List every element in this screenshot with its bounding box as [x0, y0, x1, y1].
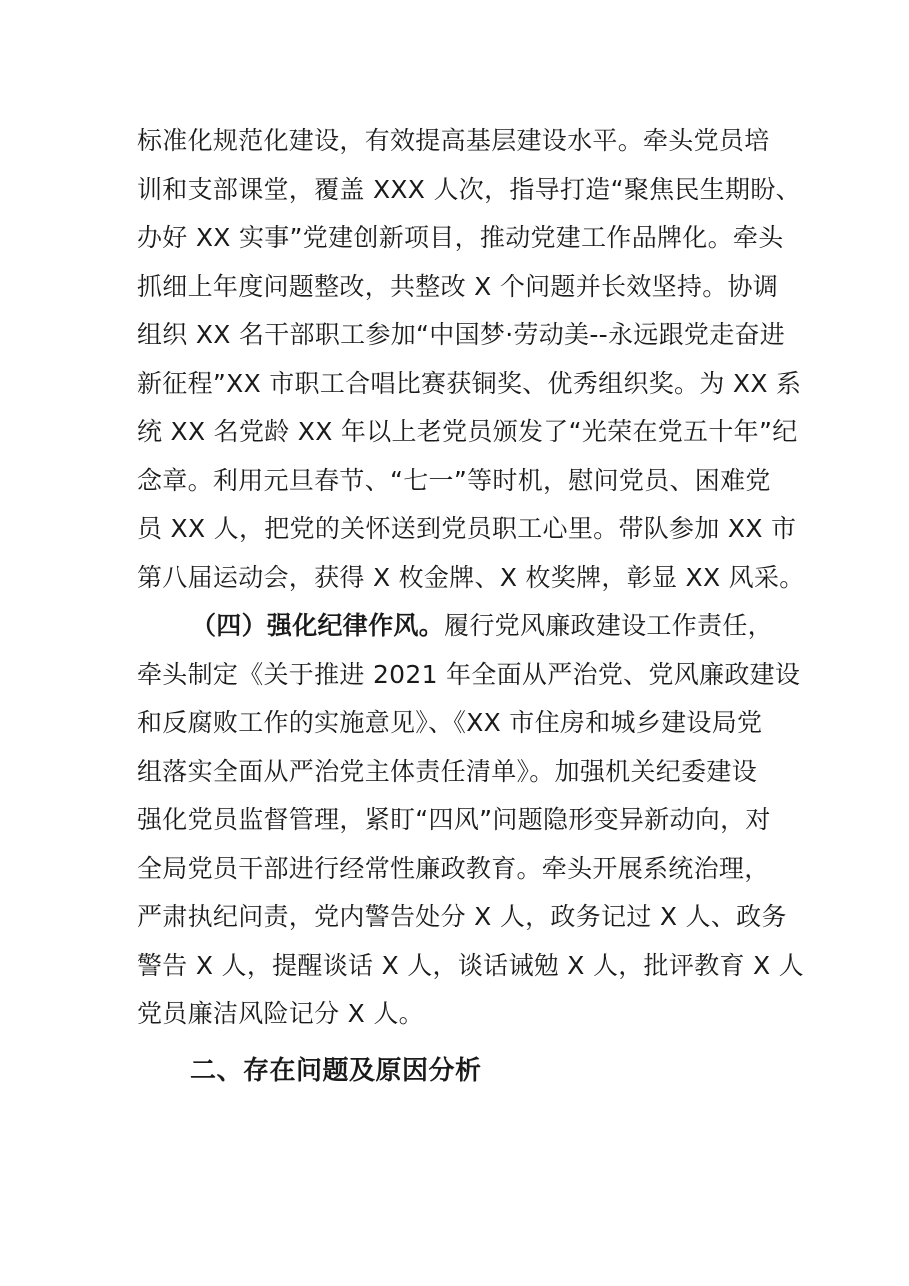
text-line: 标准化规范化建设，有效提高基层建设水平。牵头党员培: [137, 126, 770, 155]
text-line: 训和支部课堂，覆盖 XXX 人次，指导打造“聚焦民生期盼、: [137, 174, 801, 204]
text-line: 全局党员干部进行经常性廉政教育。牵头开展系统治理，: [137, 853, 770, 883]
text-line: 和反腐败工作的实施意见》、《XX 市住房和城乡建设局党: [137, 708, 763, 737]
section-4-first-line-text: 履行党风廉政建设工作责任，: [444, 611, 773, 640]
body-text: [137, 117, 805, 1039]
text-line: 第八届运动会，获得 X 枚金牌、X 枚奖牌，彰显 XX 风采。: [137, 562, 805, 592]
text-line: 牵头制定《关于推进 2021 年全面从严治党、党风廉政建设: [137, 659, 801, 689]
text-line: 党员廉洁风险记分 X 人。: [137, 999, 424, 1028]
section-4-heading: （四）强化纪律作风。: [191, 611, 445, 640]
text-line: 新征程”XX 市职工合唱比赛获铜奖、优秀组织奖。为 XX 系: [137, 368, 802, 398]
text-line: 强化党员监督管理，紧盯“四风”问题隐形变异新动向，对: [137, 805, 771, 834]
text-line: 员 XX 人，把党的关怀送到党员职工心里。带队参加 XX 市: [137, 514, 797, 543]
text-line: 统 XX 名党龄 XX 年以上老党员颁发了“光荣在党五十年”纪: [137, 417, 798, 446]
text-line: 办好 XX 实事”党建创新项目，推动党建工作品牌化。牵头: [137, 223, 784, 252]
text-line: 念章。利用元旦春节、“七一”等时机，慰问党员、困难党: [137, 465, 771, 495]
text-line: 组落实全面从严治党主体责任清单》。加强机关纪委建设: [137, 756, 758, 786]
text-line: 警告 X 人，提醒谈话 X 人，谈话诫勉 X 人，批评教育 X 人: [137, 950, 804, 980]
text-line: 严肃执纪问责，党内警告处分 X 人，政务记过 X 人、政务: [137, 902, 787, 931]
section-2-heading: 二、存在问题及原因分析: [190, 1056, 482, 1086]
text-line: 抓细上年度问题整改，共整改 X 个问题并长效坚持。协调: [137, 271, 779, 301]
section-4-first-line: [137, 602, 777, 651]
text-line: 组织 XX 名干部职工参加“中国梦·劳动美--永远跟党走奋进: [137, 320, 786, 349]
